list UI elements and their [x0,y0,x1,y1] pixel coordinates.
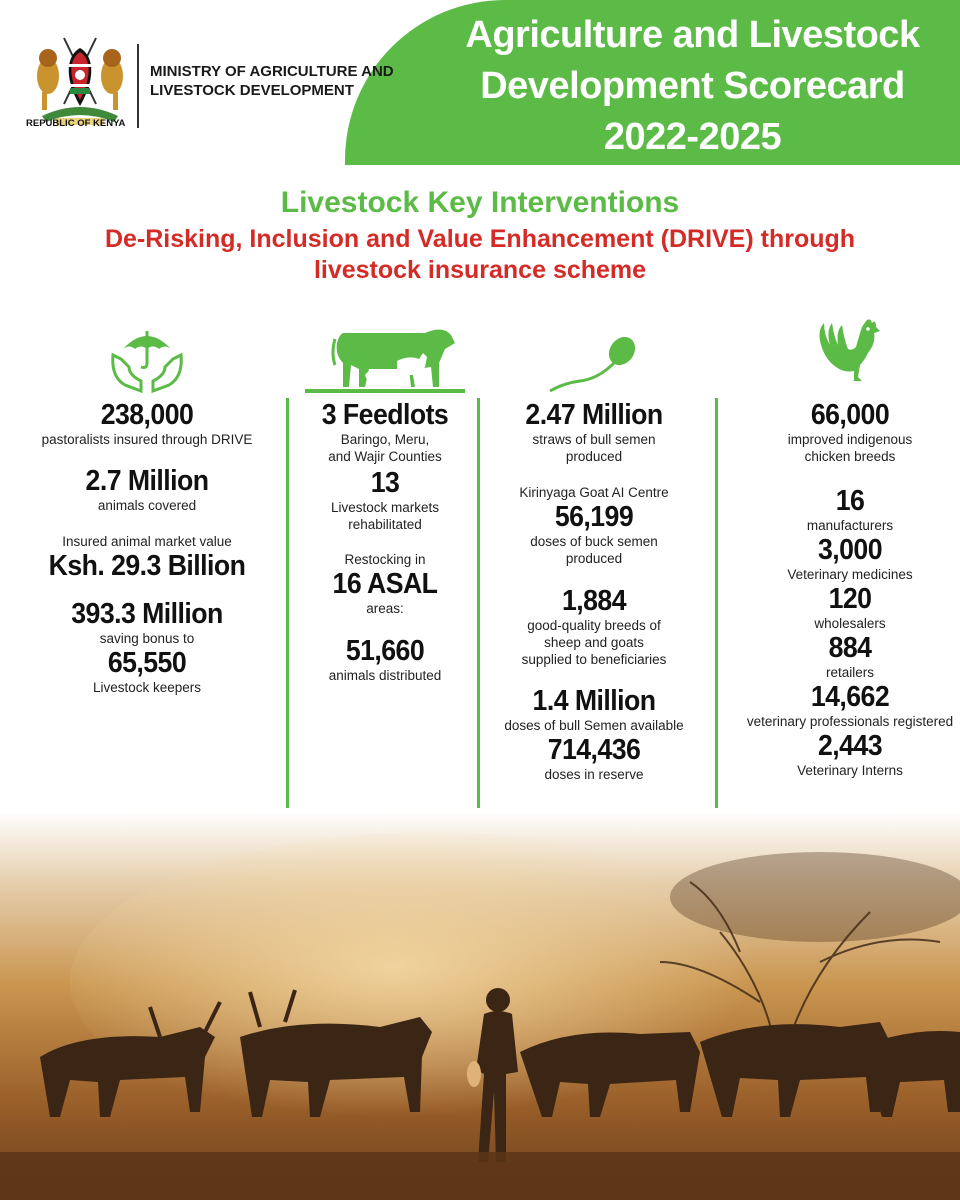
stat-value: 51,660 [345,635,425,667]
stat-value: 2.7 Million [85,465,209,497]
stat-label: wholesalers [814,616,886,631]
stat-value: 2.47 Million [525,399,663,431]
stat-label: animals covered [97,498,197,513]
section-subtitle [60,224,900,286]
title-line-2: Development Scorecard [480,65,905,107]
stat-label: Restocking in [344,552,426,567]
stat-label: rehabilitated [348,517,422,532]
title-line-3: 2022-2025 [603,116,782,158]
column-poultry-vet [740,305,960,779]
column-divider [715,398,718,808]
stat-label: pastoralists insured through DRIVE [41,432,253,447]
subtitle-line-1: De-Risking, Inclusion and Value Enhancement (DRIVE) through [104,225,856,253]
stat-label: doses of bull Semen available [504,718,684,733]
stat-value: 714,436 [547,734,641,766]
stat-value: 3 Feedlots [321,399,449,431]
stat-label: animals distributed [328,668,442,683]
stat-label: manufacturers [806,518,894,533]
stat-label: improved indigenous [787,432,913,447]
stat-value: 66,000 [810,399,890,431]
stat-label: areas: [366,601,404,616]
stat-value: 238,000 [100,399,194,431]
stat-value: 14,662 [810,681,890,713]
column-divider [286,398,289,808]
stat-value: Ksh. 29.3 Billion [48,550,246,582]
stat-label: Insured animal market value [62,534,232,549]
stat-label: supplied to beneficiaries [521,652,667,667]
stat-label: produced [565,551,623,566]
livestock-feedlot-icon [305,313,465,395]
stat-value: 393.3 Million [71,598,223,630]
stat-value: 884 [828,632,872,664]
stat-label: produced [565,449,623,464]
stat-value: 13 [370,467,400,499]
stat-label: Veterinary Interns [797,763,903,778]
column-insurance [22,305,272,696]
stat-value: 16 [835,485,865,517]
stat-label: sheep and goats [544,635,644,650]
stat-value: 16 ASAL [332,568,438,600]
section-title: Livestock Key Interventions [280,186,680,219]
ministry-name [150,62,394,100]
insurance-umbrella-hands-icon [107,317,187,395]
stat-value: 65,550 [107,647,187,679]
stat-value: 3,000 [817,534,882,566]
republic-label: REPUBLIC OF KENYA [26,118,126,129]
stat-label: Livestock keepers [92,680,202,695]
stat-label: straws of bull semen [532,432,656,447]
column-breeding [484,305,704,783]
ministry-line-2: LIVESTOCK DEVELOPMENT [150,82,354,99]
stat-label: veterinary professionals registered [746,714,954,729]
stat-label: chicken breeds [804,449,896,464]
stat-label: doses in reserve [544,767,644,782]
rooster-icon [810,315,890,395]
stat-label: saving bonus to [99,631,195,646]
stat-label: and Wajir Counties [328,449,442,464]
stat-value: 2,443 [817,730,882,762]
stat-label: doses of buck semen [530,534,658,549]
ministry-line-1: MINISTRY OF AGRICULTURE AND [150,63,394,80]
stat-label: retailers [825,665,874,680]
header-divider [137,44,139,128]
title-line-1: Agriculture and Livestock [465,14,920,56]
stat-value: 1.4 Million [532,685,656,717]
subtitle-line-2: livestock insurance scheme [313,256,647,284]
stat-label: Livestock markets [330,500,440,515]
stat-value: 120 [828,583,872,615]
stat-label: Baringo, Meru, [340,432,430,447]
herder-with-cattle-photo [0,812,960,1200]
column-divider [477,398,480,808]
scorecard-title [420,10,960,163]
stat-label: Veterinary medicines [787,567,913,582]
column-feedlots [298,305,472,684]
stat-label: good-quality breeds of [527,618,661,633]
stat-label: Kirinyaga Goat AI Centre [519,485,669,500]
stat-value: 56,199 [554,501,634,533]
header [0,0,960,170]
sperm-semen-icon [544,335,644,395]
stat-value: 1,884 [561,585,626,617]
